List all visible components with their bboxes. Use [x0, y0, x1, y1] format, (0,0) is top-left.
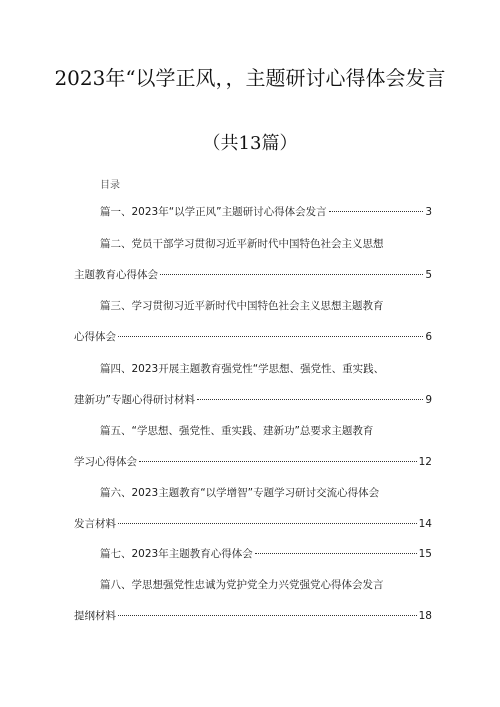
toc-leader — [160, 274, 423, 275]
toc-leader — [255, 553, 417, 554]
toc-entry-title: 篇六、2023主题教育“以学增智”专题学习研讨交流心得体会 — [100, 487, 380, 499]
toc-entry-title: 主题教育心得体会 — [74, 269, 158, 281]
toc-entry-continuation[interactable] — [74, 268, 432, 282]
toc-entry-title: 篇一、2023年“以学正风”主题研讨心得体会发言 — [100, 206, 327, 218]
toc-entry[interactable] — [100, 362, 432, 376]
toc-entry-page: 14 — [418, 518, 432, 530]
toc-leader — [329, 211, 424, 212]
toc-entry[interactable] — [100, 237, 432, 251]
toc-heading: 目录 — [100, 180, 120, 191]
toc-entry[interactable] — [100, 205, 432, 219]
toc-entry-continuation[interactable] — [74, 517, 432, 531]
toc-entry-page: 18 — [418, 610, 432, 622]
toc-entry[interactable] — [100, 578, 432, 592]
toc-leader — [118, 523, 417, 524]
toc-entry-page: 6 — [425, 331, 432, 343]
toc-entry[interactable] — [100, 424, 432, 438]
toc-entry-title: 篇四、2023开展主题教育强党性“学思想、强党性、重实践、 — [100, 363, 385, 375]
toc-entry-title: 篇三、学习贯彻习近平新时代中国特色社会主义思想主题教育 — [100, 300, 384, 312]
toc-leader — [139, 461, 417, 462]
toc-entry-page: 5 — [425, 269, 432, 281]
toc-entry-title: 篇二、党员干部学习贯彻习近平新时代中国特色社会主义思想 — [100, 238, 384, 250]
toc-entry-title: 篇七、2023年主题教育心得体会 — [100, 548, 253, 560]
toc-entry-title: 提纲材料 — [74, 610, 116, 622]
toc-entry[interactable] — [100, 547, 432, 561]
toc-entry[interactable] — [100, 486, 432, 500]
toc-entry-title: 篇五、“学思想、强党性、重实践、建新功”总要求主题教育 — [100, 425, 374, 437]
toc-entry-page: 9 — [425, 394, 432, 406]
toc-entry-title: 发言材料 — [74, 518, 116, 530]
document-title: 2023年“以学正风，，主题研讨心得体会发言 — [54, 66, 446, 90]
toc-entry-title: 学习心得体会 — [74, 456, 137, 468]
toc-entry-continuation[interactable] — [74, 455, 432, 469]
toc-leader — [197, 399, 423, 400]
toc-entry-title: 建新功”专题心得研讨材料 — [74, 394, 195, 406]
toc-entry[interactable] — [100, 299, 432, 313]
toc-entry-title: 心得体会 — [74, 331, 116, 343]
toc-entry-title: 篇八、学思想强党性忠诚为党护党全力兴党强党心得体会发言 — [100, 579, 384, 591]
toc-entry-page: 3 — [425, 206, 432, 218]
toc-entry-continuation[interactable] — [74, 393, 432, 407]
toc-leader — [118, 615, 417, 616]
toc-leader — [118, 336, 423, 337]
toc-entry-page: 15 — [418, 548, 432, 560]
toc-entry-page: 12 — [418, 456, 432, 468]
toc-entry-continuation[interactable] — [74, 330, 432, 344]
toc-entry-continuation[interactable] — [74, 609, 432, 623]
article-count: （共13篇） — [202, 133, 298, 154]
